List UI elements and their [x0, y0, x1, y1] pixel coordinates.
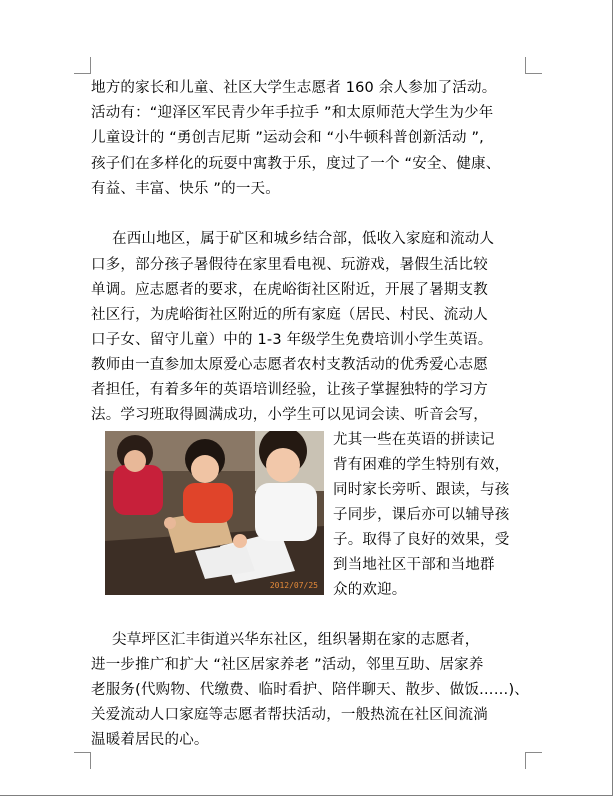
text-line: 地方的家长和儿童、社区大学生志愿者 160 余人参加了活动。	[91, 80, 497, 96]
text-line: 儿童设计的 “勇创吉尼斯 ”运动会和 “小牛顿科普创新活动 ”,	[91, 130, 484, 146]
text-line: 温暖着居民的心。	[91, 732, 209, 748]
text-line: 者担任，有着多年的英语培训经验，让孩子掌握独特的学习方	[91, 382, 488, 398]
text-line: 背有困难的学生特别有效，	[333, 457, 510, 473]
text-line: 在西山地区，属于矿区和城乡结合部，低收入家庭和流动人	[112, 231, 495, 247]
text-line: 老服务(代购物、代缴费、临时看护、陪伴聊天、散步、做饭……)、	[91, 682, 530, 698]
photo-children-studying	[105, 431, 324, 595]
text-line: 法。学习班取得圆满成功，小学生可以见词会读、听音会写，	[91, 407, 488, 423]
text-line: 社区行，为虎峪街社区附近的所有家庭（居民、村民、流动人	[91, 307, 488, 323]
crop-mark-top-left	[74, 57, 91, 74]
text-line: 子同步，课后亦可以辅导孩	[333, 507, 510, 523]
text-line: 关爱流动人口家庭等志愿者帮扶活动，一般热流在社区间流淌	[91, 707, 488, 723]
crop-mark-bottom-right	[525, 752, 542, 769]
text-line: 子。取得了良好的效果，受	[333, 532, 510, 548]
crop-mark-top-right	[525, 57, 542, 74]
text-line: 尤其一些在英语的拼读记	[333, 432, 495, 448]
text-line: 教师由一直参加太原爱心志愿者农村支教活动的优秀爱心志愿	[91, 357, 488, 373]
text-line: 孩子们在多样化的玩耍中寓教于乐，度过了一个 “安全、健康、	[91, 156, 501, 172]
text-line: 进一步推广和扩大 “社区居家养老 ”活动，邻里互助、居家养	[91, 657, 484, 673]
text-line: 到当地社区干部和当地群	[333, 557, 495, 573]
text-line: 众的欢迎。	[333, 582, 407, 598]
text-line: 有益、丰富、快乐 ”的一天。	[91, 181, 280, 197]
text-line: 尖草坪区汇丰街道兴华东社区，组织暑期在家的志愿者，	[112, 632, 480, 648]
text-line: 单调。应志愿者的要求，在虎峪街社区附近，开展了暑期支教	[91, 282, 488, 298]
text-line: 口子女、留守儿童）中的 1-3 年级学生免费培训小学生英语。	[91, 332, 493, 348]
text-line: 同时家长旁听、跟读，与孩	[333, 482, 510, 498]
photo-date-stamp: 2012/07/25	[269, 581, 318, 590]
text-line: 口多，部分孩子暑假待在家里看电视、玩游戏，暑假生活比较	[91, 257, 488, 273]
text-line: 活动有：“迎泽区军民青少年手拉手 ”和太原师范大学生为少年	[91, 105, 494, 121]
photo-image	[105, 431, 324, 595]
crop-mark-bottom-left	[74, 752, 91, 769]
